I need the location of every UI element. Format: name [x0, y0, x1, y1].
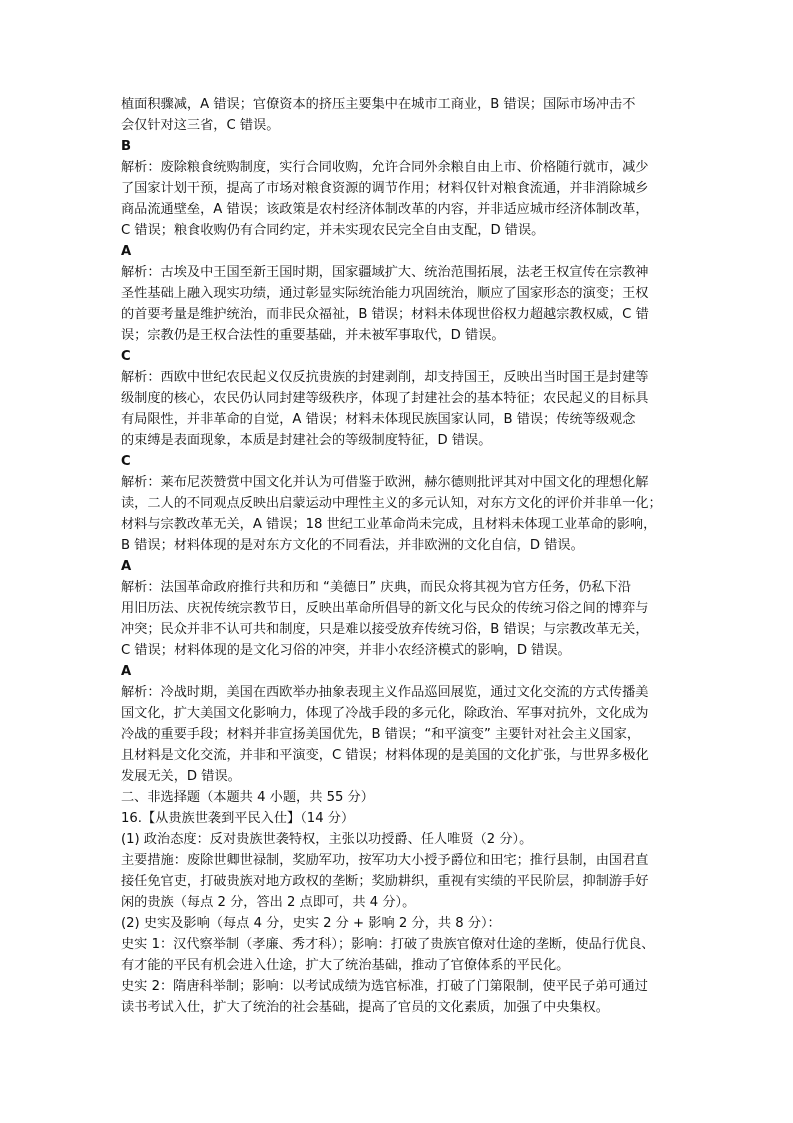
answer-line: (2) 史实及影响（每点 4 分，史实 2 分 + 影响 2 分，共 8 分）： — [121, 916, 501, 931]
answer-letter: C — [121, 454, 131, 469]
explanation-line: C 错误；粮食收购仍有合同约定，并未实现农民完全自由支配，D 错误。 — [121, 223, 545, 238]
explanation-line: 解析：古埃及中王国至新王国时期，国家疆域扩大、统治范围拓展，法老王权宣传在宗教神 — [121, 265, 649, 280]
explanation-line: 解析：废除粮食统购制度，实行合同收购，允许合同外余粮自由上市、价格随行就市，减少 — [121, 160, 649, 175]
explanation-line: 读，二人的不同观点反映出启蒙运动中理性主义的多元认知，对东方文化的评价并非单一化； — [121, 496, 662, 511]
answer-block — [121, 346, 713, 451]
explanation-line: 用旧历法、庆祝传统宗教节日，反映出革命所倡导的新文化与民众的传统习俗之间的博弈与 — [121, 601, 649, 616]
explanation-line: B 错误；材料体现的是对东方文化的不同看法，并非欧洲的文化自信，D 错误。 — [121, 538, 584, 553]
explanation-line: 冲突；民众并非不认可共和制度，只是难以接受放弃传统习俗，B 错误；与宗教改革无关， — [121, 622, 649, 637]
answer-letter: C — [121, 349, 131, 364]
explanation-line: 圣性基础上融入现实功绩，通过彰显实际统治能力巩固统治，顺应了国家形态的演变；王权 — [121, 286, 649, 301]
section-heading: 二、非选择题（本题共 4 小题，共 55 分） — [121, 790, 374, 805]
answer-line: 有才能的平民有机会进入仕途，扩大了统治基础，推动了官僚体系的平民化。 — [121, 958, 570, 973]
explanation-line: C 错误；材料体现的是文化习俗的冲突，并非小农经济模式的影响，D 错误。 — [121, 643, 571, 658]
answer-line: 史实 2：隋唐科举制；影响：以考试成绩为选官标准，打破了门第限制，使平民子弟可通过 — [121, 979, 648, 994]
explanation-line: 级制度的核心，农民仍认同封建等级秩序，体现了封建社会的基本特征；农民起义的目标具 — [121, 391, 649, 406]
explanation-line: 解析：法国革命政府推行共和历和 “美德日” 庆典，而民众将其视为官方任务，仍私下沿 — [121, 580, 631, 595]
answer-letter: B — [121, 139, 132, 154]
explanation-line: 解析：莱布尼茨赞赏中国文化并认为可借鉴于欧洲，赫尔德则批评其对中国文化的理想化解 — [121, 475, 649, 490]
answer-block — [121, 241, 713, 346]
question-heading: 16.【从贵族世袭到平民入仕】（14 分） — [121, 811, 355, 826]
answer-line: 接任免官吏，打破贵族对地方政权的垄断；奖励耕织，重视有实绩的平民阶层，抑制游手好 — [121, 874, 649, 889]
answer-block — [121, 556, 713, 661]
explanation-line: 解析：冷战时期，美国在西欧举办抽象表现主义作品巡回展览，通过文化交流的方式传播美 — [121, 685, 649, 700]
explanation-line: 的束缚是表面现象，本质是封建社会的等级制度特征，D 错误。 — [121, 433, 492, 448]
explanation-line: 解析：西欧中世纪农民起义仅反抗贵族的封建剥削，却支持国王，反映出当时国王是封建等 — [121, 370, 649, 385]
answer-block — [121, 451, 713, 556]
explanation-line: 且材料是文化交流，并非和平演变，C 错误；材料体现的是美国的文化扩张，与世界多极化 — [121, 748, 649, 763]
answer-line: 读书考试入仕，扩大了统治的社会基础，提高了官员的文化素质，加强了中央集权。 — [121, 1000, 609, 1015]
answer-line: (1) 政治态度：反对贵族世袭特权，主张以功授爵、任人唯贤（2 分）。 — [121, 832, 533, 847]
explanation-line: 商品流通壁垒，A 错误；该政策是农村经济体制改革的内容，并非适应城市经济体制改革， — [121, 202, 649, 217]
explanation-line: 国文化，扩大美国文化影响力，体现了冷战手段的多元化，除政治、军事对抗外，文化成为 — [121, 706, 649, 721]
answer-line: 主要措施：废除世卿世禄制，奖励军功，按军功大小授予爵位和田宅；推行县制，由国君直 — [121, 853, 649, 868]
answer-letter: A — [121, 559, 132, 574]
explanation-line: 了国家计划干预，提高了市场对粮食资源的调节作用；材料仅针对粮食流通，并非消除城乡 — [121, 181, 649, 196]
text-line: 植面积骤减，A 错误；官僚资本的挤压主要集中在城市工商业，B 错误；国际市场冲击不 — [121, 97, 636, 112]
answer-line: 闲的贵族（每点 2 分，答出 2 点即可，共 4 分）。 — [121, 895, 416, 910]
section-two — [121, 787, 713, 1018]
explanation-line: 误；宗教仍是王权合法性的重要基础，并未被军事取代，D 错误。 — [121, 328, 505, 343]
text-line: 会仅针对这三省，C 错误。 — [121, 118, 280, 133]
text-block-intro — [121, 94, 713, 136]
answer-line: 史实 1：汉代察举制（孝廉、秀才科）；影响：打破了贵族官僚对仕途的垄断，使品行优良、 — [121, 937, 655, 952]
explanation-line: 发展无关，D 错误。 — [121, 769, 241, 784]
explanation-line: 有局限性，并非革命的自觉，A 错误；材料未体现民族国家认同，B 错误；传统等级观念 — [121, 412, 636, 427]
explanation-line: 的首要考量是维护统治，而非民众福祉，B 错误；材料未体现世俗权力超越宗教权威，C 错 — [121, 307, 649, 322]
answer-letter: A — [121, 664, 132, 679]
explanation-line: 冷战的重要手段；材料并非宣扬美国优先，B 错误；“和平演变” 主要针对社会主义国家， — [121, 727, 641, 742]
answer-block — [121, 661, 713, 787]
answer-letter: A — [121, 244, 132, 259]
answer-block — [121, 136, 713, 241]
explanation-line: 材料与宗教改革无关，A 错误；18 世纪工业革命尚未完成，且材料未体现工业革命的影响， — [121, 517, 657, 532]
